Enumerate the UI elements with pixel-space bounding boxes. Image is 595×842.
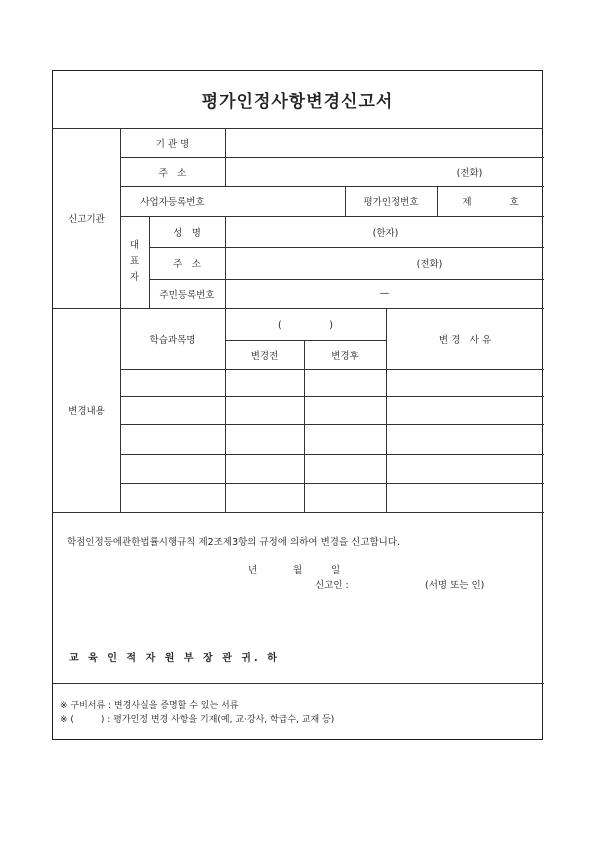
resident-no-dash: —: [379, 288, 390, 299]
row-divider: [120, 369, 544, 370]
representative-label: [120, 216, 149, 308]
biz-reg-no-field[interactable]: [225, 186, 345, 216]
eval-no-field[interactable]: [437, 186, 544, 216]
org-name-label: 기 관 명: [155, 138, 190, 150]
je-label: 제: [462, 197, 472, 208]
org-name-field[interactable]: [225, 128, 544, 157]
section-label-reporting-org: 신고기관: [68, 214, 105, 225]
row-divider: [120, 396, 544, 397]
year-label: 년: [248, 565, 258, 576]
note-required-docs: ※ 구비서류 : 변경사실을 증명할 수 있는 서류: [60, 701, 239, 711]
month-label: 월: [293, 565, 303, 576]
rep-char: 표: [129, 256, 140, 267]
rep-char: 대: [129, 240, 140, 251]
hanja-paren: (한자): [372, 227, 399, 239]
rep-name-label: 성 명: [173, 227, 201, 239]
row-divider: [120, 454, 544, 455]
eval-no-label: 평가인정번호: [363, 197, 419, 208]
report-form: [52, 70, 543, 740]
recipient-label: 교 육 인 적 자 원 부 장 관 귀. 하: [69, 653, 280, 664]
address-field[interactable]: [225, 157, 544, 186]
day-label: 일: [331, 565, 341, 576]
after-header: 변경후: [331, 350, 359, 362]
resident-no-label: 주민등록번호: [159, 289, 215, 301]
note-change-items: ※ ( ) : 평가인정 변경 사항을 기재(예, 교·강사, 학급수, 교재 등): [60, 715, 335, 725]
form-title: 평가인정사항변경신고서: [53, 71, 542, 129]
section-divider: [53, 512, 544, 513]
declaration-text: 학점인정등에관한법률시행규칙 제2조제3항의 규정에 의하여 변경을 신고합니다.: [67, 537, 401, 548]
resident-no-field[interactable]: [225, 279, 544, 308]
row-divider: [120, 483, 544, 484]
address-label: 주 소: [158, 167, 187, 179]
reporter-label: 신고인 :: [315, 580, 349, 591]
before-header: 변경전: [250, 350, 279, 362]
course-name-header: 학습과목명: [149, 334, 196, 346]
signature-label: (서명 또는 인): [425, 580, 485, 591]
biz-reg-no-label: 사업자등록번호: [140, 197, 205, 208]
change-item-paren: ( ): [278, 320, 333, 331]
rep-phone-paren: (전화): [416, 259, 443, 270]
row-divider: [120, 424, 544, 425]
phone-paren: (전화): [456, 167, 483, 179]
rep-char: 자: [129, 272, 140, 283]
rep-name-field[interactable]: [225, 216, 544, 247]
rep-address-label: 주 소: [173, 259, 201, 270]
ho-label: 호: [509, 197, 519, 208]
reason-header: 변 경 사 유: [438, 334, 492, 346]
section-label-change-content: 변경내용: [68, 406, 105, 417]
rep-address-field[interactable]: [225, 247, 544, 279]
notes-divider: [53, 683, 544, 684]
